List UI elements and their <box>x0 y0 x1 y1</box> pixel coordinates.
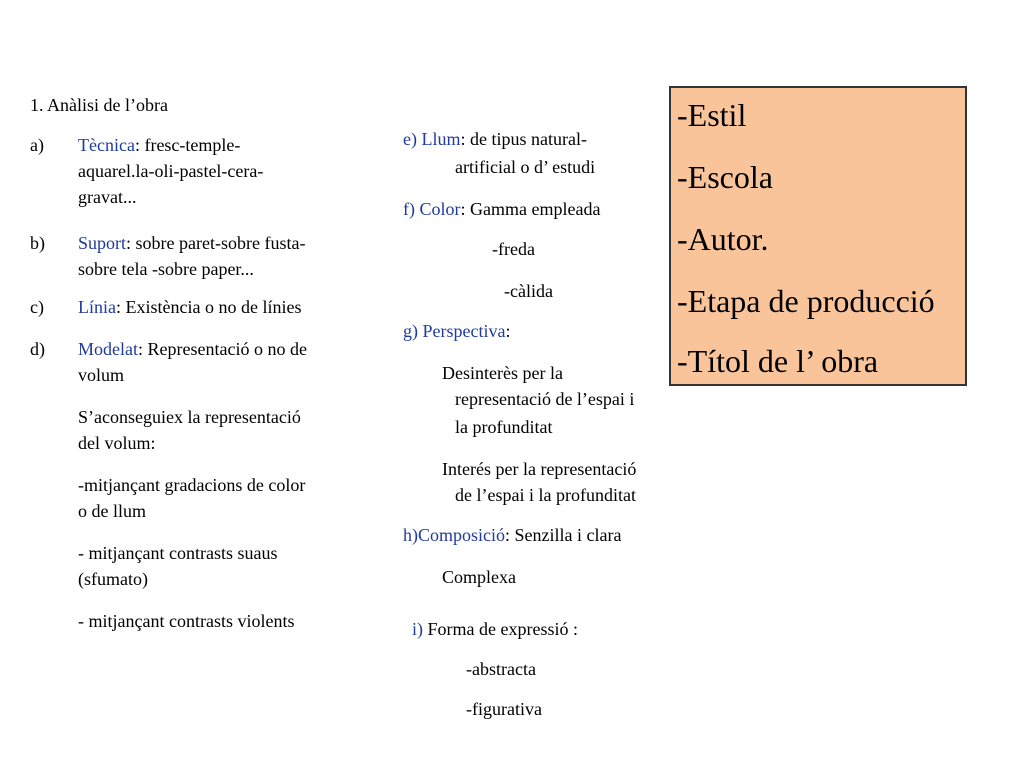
term-desc: : sobre paret-sobre fusta- <box>126 233 306 253</box>
term-desc: sobre tela -sobre paper... <box>78 259 254 279</box>
item-g-perspectiva: g) Perspectiva: <box>403 321 511 341</box>
summary-box <box>669 86 967 386</box>
term-modelat: Modelat <box>78 339 138 359</box>
box-item: -Autor. <box>677 221 769 257</box>
expression-option: -abstracta <box>466 659 536 679</box>
note-paragraph: - mitjançant contrasts violents <box>78 611 295 631</box>
item-e-llum: e) Llum: de tipus natural- <box>403 129 587 149</box>
box-item: -Estil <box>677 97 747 133</box>
item-i-expressio: i) Forma de expressió : <box>412 619 578 639</box>
note-paragraph: -mitjançant gradacions de color o de llum <box>78 475 306 521</box>
term-desc: : Existència o no de línies <box>116 297 302 317</box>
perspective-option-cont: representació de l’espai i <box>455 389 635 409</box>
note-paragraph: - mitjançant contrasts suaus (sfumato) <box>78 543 278 589</box>
term-desc: gravat... <box>78 187 137 207</box>
item-e-desc: artificial o d’ estudi <box>455 157 596 177</box>
list-label: a) <box>30 135 44 155</box>
term-desc: volum <box>78 365 125 385</box>
perspective-option: Desinterès per la <box>442 363 563 383</box>
color-option: -freda <box>492 239 535 259</box>
term-linia: Línia <box>78 297 116 317</box>
perspective-option: Interés per la representació <box>442 459 637 479</box>
list-label: b) <box>30 233 45 253</box>
composition-option: Complexa <box>442 567 516 587</box>
expression-option: -figurativa <box>466 699 542 719</box>
perspective-option-cont: de l’espai i la profunditat <box>455 485 636 505</box>
term-suport: Suport <box>78 233 127 253</box>
term-desc: : Representació o no de <box>138 339 307 359</box>
perspective-option-cont: la profunditat <box>455 417 553 437</box>
box-item: -Etapa de producció <box>677 283 935 319</box>
term-tecnica: Tècnica <box>78 135 135 155</box>
box-item: -Escola <box>677 159 773 195</box>
list-label: d) <box>30 339 45 359</box>
item-h-composicio: h)Composició: Senzilla i clara <box>403 525 622 545</box>
term-desc: aquarel.la-oli-pastel-cera- <box>78 161 264 181</box>
color-option: -càlida <box>504 281 553 301</box>
box-item: -Títol de l’ obra <box>677 343 879 379</box>
term-desc: : fresc-temple- <box>134 135 241 155</box>
item-f-color: f) Color: Gamma empleada <box>403 199 601 219</box>
note-paragraph: S’aconseguiex la representació del volum: <box>78 407 301 453</box>
list-label: c) <box>30 297 44 317</box>
section-heading: 1. Anàlisi de l’obra <box>30 95 168 115</box>
